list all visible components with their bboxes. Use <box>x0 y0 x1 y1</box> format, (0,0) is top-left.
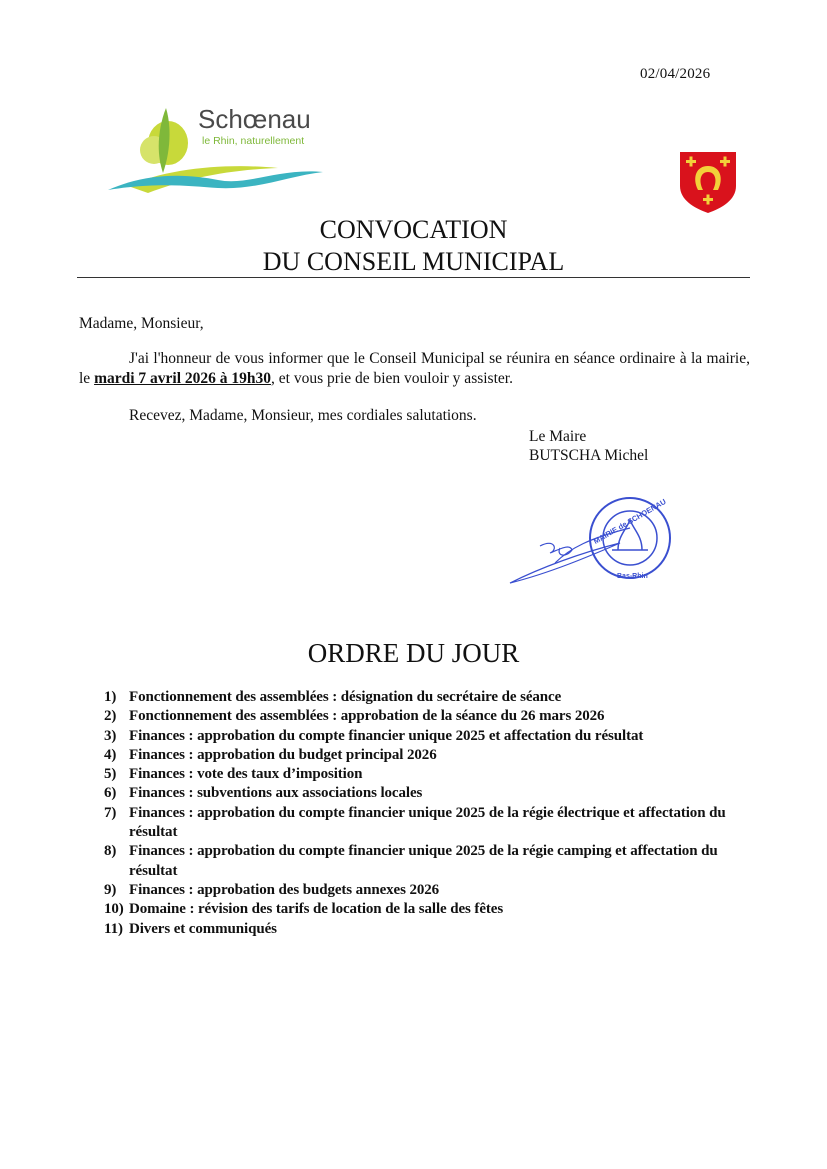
agenda-item <box>104 707 744 726</box>
document-date: 02/04/2026 <box>640 66 711 82</box>
agenda-item-text: Fonctionnement des assemblées : désignation du secrétaire de séance <box>129 689 562 705</box>
agenda-item-number: 6) <box>104 785 117 802</box>
agenda-item-text: Finances : subventions aux associations locales <box>129 785 423 802</box>
stamp-top-text: MAIRIE de SCHOENAU <box>591 496 668 546</box>
agenda-item <box>104 784 744 803</box>
coat-of-arms-icon <box>678 150 738 214</box>
body-text-after: , et vous prie de bien vouloir y assister. <box>271 370 513 387</box>
agenda-item-number: 2) <box>104 708 117 725</box>
closing-line: Recevez, Madame, Monsieur, mes cordiales salutations. <box>129 407 477 424</box>
agenda-heading: ORDRE DU JOUR <box>307 638 520 668</box>
agenda-item <box>104 727 744 746</box>
agenda-item <box>104 900 744 919</box>
agenda-item-text: Finances : approbation des budgets annexes 2026 <box>129 881 440 898</box>
agenda-item <box>104 765 744 784</box>
meeting-datetime: mardi 7 avril 2026 à 19h30 <box>94 370 272 387</box>
stamp-bottom-text: Bas-Rhin <box>617 573 648 580</box>
agenda-item-number: 5) <box>104 766 117 783</box>
agenda-item-text: Finances : approbation du compte financier unique 2025 de la régie électrique et affectation du résultat <box>129 804 726 841</box>
signatory-name: BUTSCHA Michel <box>529 447 649 464</box>
title-line-1: CONVOCATION <box>319 215 508 244</box>
agenda-item <box>104 688 744 707</box>
agenda-item <box>104 920 744 939</box>
agenda-list <box>104 688 744 939</box>
agenda-item-text: Domaine : révision des tarifs de location de la salle des fêtes <box>129 901 504 918</box>
agenda-item-number: 3) <box>104 727 117 744</box>
agenda-item-text: Finances : approbation du budget principal 2026 <box>129 746 437 763</box>
logo-tagline: le Rhin, naturellement <box>202 135 305 147</box>
agenda-item <box>104 804 744 843</box>
tree-icon <box>140 108 188 173</box>
agenda-item <box>104 881 744 900</box>
signatory-title: Le Maire <box>529 428 587 445</box>
letter-body <box>79 349 750 389</box>
agenda-item-text: Finances : approbation du compte financier unique 2025 de la régie camping et affectation du résultat <box>129 843 718 879</box>
schoenau-logo <box>108 98 338 198</box>
agenda-item <box>104 746 744 765</box>
agenda-item-number: 9) <box>104 881 117 898</box>
agenda-item-number: 4) <box>104 746 117 763</box>
agenda-item-text: Fonctionnement des assemblées : approbation de la séance du 26 mars 2026 <box>129 708 605 725</box>
signature-and-stamp <box>500 488 700 593</box>
agenda-item-number: 10) <box>104 901 124 918</box>
agenda-item-number: 1) <box>104 689 117 705</box>
salutation: Madame, Monsieur, <box>79 315 204 332</box>
title-divider <box>77 277 750 278</box>
logo-name: Schœnau <box>198 104 311 134</box>
agenda-item-number: 7) <box>104 804 117 821</box>
agenda-item-text: Divers et communiqués <box>129 920 277 937</box>
agenda-item-number: 8) <box>104 843 117 860</box>
title-line-2: DU CONSEIL MUNICIPAL <box>262 247 565 276</box>
agenda-item-number: 11) <box>104 920 123 937</box>
agenda-item-text: Finances : vote des taux d’imposition <box>129 766 363 783</box>
body-text-before: J'ai l'honneur de vous informer que le Conseil Municipal se réunira en séance ordinaire à la mairie, le <box>79 350 750 387</box>
agenda-item <box>104 842 744 881</box>
agenda-item-text: Finances : approbation du compte financier unique 2025 et affectation du résultat <box>129 727 644 744</box>
